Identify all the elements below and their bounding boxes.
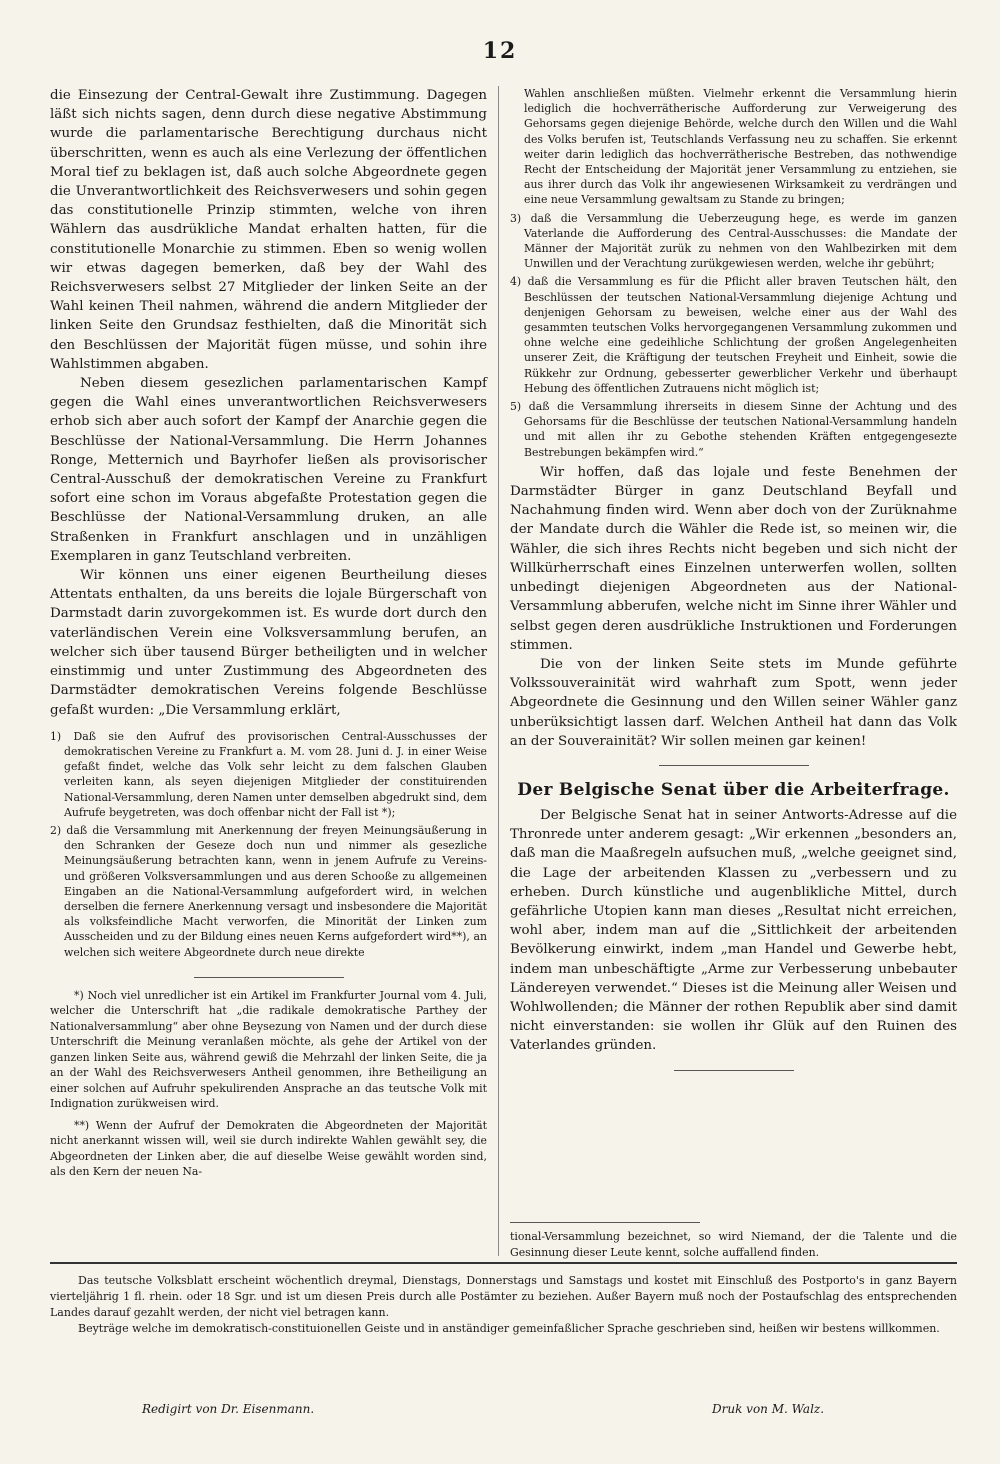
left-paragraph-2: Neben diesem gesezlichen parlamentarischen Kampf gegen die Wahl eines unverantwortlichen Reichsverwesers erhob sich aber auch sofort der Kampf der Anarchie gegen die Beschlüsse der National-Versammlung. Die Herrn Johannes Ronge, Metternich und Bayrhofer ließen als provisorischer Central-Ausschuß der demokratischen Vereine zu Frankfurt sofort eine schon im Voraus abgefaßte Protestation gegen die Beschlüsse der National-Versammlung druken, an alle Straßenken in Frankfurt anschlagen und in unzähligen Exemplaren in ganz Teutschland verbreiten. xyxy=(50,376,487,564)
resolution-item-4: 4) daß die Versammlung es für die Pflicht aller braven Teutschen hält, den Beschlüssen der teutschen National-Versammlung diejenige Achtung und denjenigen Gehorsam zu beweisen, welche einer aus der Wahl des gesammten teutschen Volks hervorgegangenen Versammlung zukommen und ohne welche eine gedeihliche Schlichtung der großen Angelegenheiten unserer Zeit, die Kräftigung der teutschen Freyheit und Einheit, sowie die Rükkehr zur Ordnung, gebesserter gewerblicher Verkehr und überhaupt Hebung des öffentlichen Zutrauens nicht möglich ist; xyxy=(510,275,957,395)
right-paragraph-1: Wir hoffen, daß das lojale und feste Benehmen der Darmstädter Bürger in ganz Deutschland Beyfall und Nachahmung finden wird. Wenn aber doch von der Zurüknahme der Mandate durch die Wähler die Rede ist, so meinen wir, die Wähler, die sich ihres Rechts nicht begeben und sich nicht der Willkürherrschaft eines Einzelnen unterwerfen wollen, sollten unbedingt diejenigen Abgeordneten aus der National-Versammlung abberufen, welche nicht im Sinne ihrer Wähler und selbst gegen deren ausdrükliche Instruktionen und Forderungen stimmen. xyxy=(510,464,957,653)
left-paragraph-1: die Einsezung der Central-Gewalt ihre Zustimmung. Dagegen läßt sich nichts sagen, denn durch diese negative Abstimmung wurde die parlamentarische Berechtigung durchaus nicht überschritten, wenn es auch als eine Verlezung der öffentlichen Moral tief zu beklagen ist, daß auch solche Abgeordnete gegen die Unverantwortlichkeit des Reichsverwesers und sohin gegen das constitutionelle Prinzip stimmten, welche von ihren Wählern das ausdrükliche Mandat erhalten hatten, für die constitutionelle Monarchie zu stimmen. Eben so wenig wollen wir etwas dagegen bemerken, daß bey der Wahl des Reichsverwesers selbst 27 Mitglieder der linken Seite an der Wahl keinen Theil nahmen, während die andern Mitglieder der linken Seite den Grundsaz festhielten, daß die Minorität sich den Beschlüssen der Majorität fügen müsse, und sohin ihre Wahlstimmen abgaben. xyxy=(50,88,487,372)
footer-rule xyxy=(50,1262,957,1264)
subscription-notice: Das teutsche Volksblatt erscheint wöchentlich dreymal, Dienstags, Donnerstags und Samstags und kostet mit Einschluß des Postporto's in ganz Bayern vierteljährig 1 fl. rhein. oder 18 Sgr. und ist um diesen Preis durch alle Postämter zu beziehen. Außer Bayern muß noch der Postaufschlag des entsprechenden Landes darauf gezahlt werden, der nicht viel betragen kann. xyxy=(50,1274,957,1319)
footer xyxy=(50,1273,957,1337)
article-heading: Der Belgische Senat über die Arbeiterfrage. xyxy=(517,779,950,800)
article-body: Der Belgische Senat hat in seiner Antworts-Adresse auf die Thronrede unter anderem gesagt: „Wir erkennen „besonders an, daß man die Maaßregeln aufsuchen muß, „welche geeignet sind, die Lage der arbeitenden Klassen zu „verbessern und zu erheben. Durch künstliche und augenblikliche Mittel, durch gefährliche Utopien kann man dieses „Resultat nicht erreichen, wohl aber, indem man auf die „Sittlichkeit der arbeitenden Bevölkerung einwirkt, indem „man Handel und Gewerbe hebt, indem man unbeschäftigte „Arme zur Verbesserung unbebauter Ländereyen verwendet.“ Dieses ist die Meinung aller Weisen und Wohlwollenden; die Männer der rothen Republik aber sind damit nicht einverstanden: sie wollen ihr Glük auf den Ruinen des Vaterlandes gründen. xyxy=(510,807,957,1054)
footnote-1: *) Noch viel unredlicher ist ein Artikel im Frankfurter Journal vom 4. Juli, welcher die Unterschrift hat „die radikale demokratische Parthey der Nationalversammlung“ aber ohne Beysezung von Namen und der durch diese Unterschrift die Meinung veranlaßen möchte, als gehe der Artikel von der ganzen linken Seite aus, während gewiß die Mehrzahl der linken Seite, die ja an der Wahl des Reichsverwesers Antheil genommen, ihre Betheiligung an einer solchen auf Aufruhr spekulirenden Ansprache an das teutsche Volk mit Indignation zurükweisen wird. xyxy=(50,988,487,1111)
resolution-item-5: 5) daß die Versammlung ihrerseits in diesem Sinne der Achtung und des Gehorsams für die Beschlüsse der teutschen National-Versammlung handeln und mit allen ihr zu Gebothe stehenden Kräften entgegengesezte Bestrebungen bekämpfen wird.“ xyxy=(510,400,957,459)
resolution-item-3: 3) daß die Versammlung die Ueberzeugung hege, es werde im ganzen Vaterlande die Aufforderung des Central-Ausschusses: die Mandate der Männer der Majorität zurük zu nehmen von den Wahlbezirken mit dem Unwillen und der Verachtung zurükgewiesen werden, welche ihr gebührt; xyxy=(510,211,957,271)
footnote-2: **) Wenn der Aufruf der Demokraten die Abgeordneten der Majorität nicht anerkannt wissen will, weil sie durch indirekte Wahlen gewählt sey, die Abgeordneten der Linken aber, die auf dieselbe Weise gewählt worden sind, als den Kern der neuen Na- xyxy=(50,1118,487,1179)
right-paragraph-2: Die von der linken Seite stets im Munde geführte Volkssouverainität wird wahrhaft zum Spott, wenn jeder Abgeordnete die Gesinnung und den Willen seiner Wähler ganz unberüksichtigt lassen darf. Welchen Antheil hat dann das Volk an der Souverainität? Wir sollen meinen gar keinen! xyxy=(510,656,957,749)
resolution-item-2: 2) daß die Versammlung mit Anerkennung der freyen Meinungsäußerung in den Schranken der Geseze doch nun und nimmer als gesezliche Meinungsäußerung betrachten kann, wenn in jenem Aufrufe zu Vereins- und größeren Volksversammlungen und aus deren Schooße zu allgemeinen Eingaben an die National-Versammlung aufgefordert wird, in welchen derselben die fernere Anerkennung versagt und insbesondere die Majorität als volksfeindliche Macht verworfen, die Minorität der Linken zum Ausscheiden und zu der Bildung eines neuen Kerns aufgefordert wird**), an welchen sich weitere Abgeordnete durch neue direkte xyxy=(50,823,487,959)
right-column xyxy=(510,86,957,1071)
page-number: 12 xyxy=(482,38,518,64)
editor-line: Redigirt von Dr. Eisenmann. xyxy=(142,1402,315,1416)
article-end-rule xyxy=(674,1070,794,1071)
printer-line: Druk von M. Walz. xyxy=(712,1402,825,1416)
footnote-2-continuation: tional-Versammlung bezeichnet, so wird Niemand, der die Talente und die Gesinnung dieser Leute kennt, solche auffallend finden. xyxy=(510,1230,957,1259)
resolution-item-1: 1) Daß sie den Aufruf des provisorischen Central-Ausschusses der demokratischen Vereine zu Frankfurt a. M. vom 28. Juni d. J. in einer Weise gefaßt findet, welche das Volk sehr leicht zu dem falschen Glauben verleiten kann, als seyen diejenigen Mitglieder der constituirenden National-Versammlung, deren Namen unter demselben abgedrukt sind, dem Aufrufe beygetreten, was doch offenbar nicht der Fall ist *); xyxy=(50,729,487,819)
left-column xyxy=(50,86,487,1180)
contributions-notice: Beyträge welche im demokratisch-constituionellen Geiste und in anständiger gemeinfaßlicher Sprache geschrieben sind, heißen wir bestens willkommen. xyxy=(78,1322,940,1335)
right-footnote-rule xyxy=(510,1222,700,1223)
right-footnote-area xyxy=(510,1222,957,1260)
column-divider xyxy=(498,86,499,1256)
resolution-continuation: Wahlen anschließen müßten. Vielmehr erkennt die Versammlung hierin lediglich die hochverrätherische Aufforderung zur Verweigerung des Gehorsams gegen diejenige Behörde, welche durch den Willen und die Wahl des Volks berufen ist, Teutschlands Verfassung neu zu schaffen. Sie erkennt weiter darin lediglich das hochverrätherische Bestreben, das nothwendige Recht der Entscheidung der Majorität jener Versammlung zu entziehen, sie aus ihrer durch das Volk ihr angewiesenen Wirksamkeit zu verdrängen und eine neue Versammlung gewaltsam zu Stande zu bringen; xyxy=(524,87,957,207)
left-paragraph-3: Wir können uns einer eigenen Beurtheilung dieses Attentats enthalten, da uns bereits die lojale Bürgerschaft von Darmstadt darin zuvorgekommen ist. Es wurde dort durch den vaterländischen Verein eine Volksversammlung berufen, an welcher sich über tausend Bürger betheiligten und in welcher einstimmig und unter Zustimmung des Abgeordneten des Darmstädter demokratischen Vereins folgende Beschlüsse gefaßt wurden: „Die Versammlung erklärt, xyxy=(50,568,487,718)
